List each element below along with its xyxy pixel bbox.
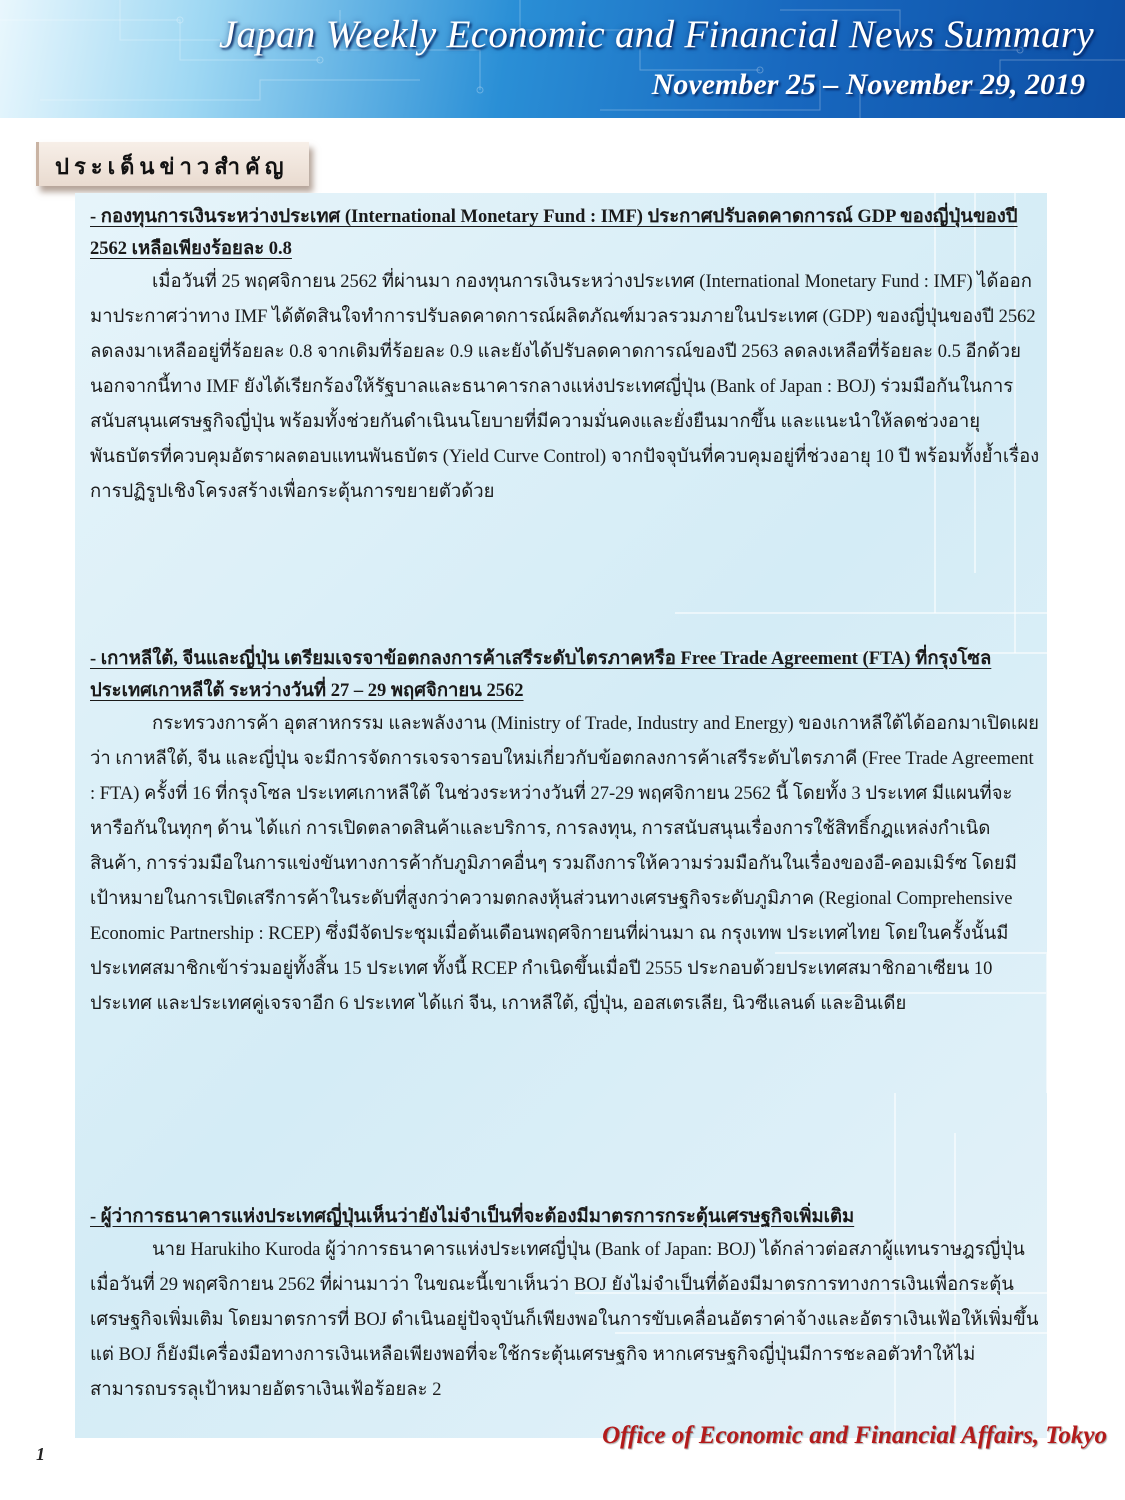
article-body: เมื่อวันที่ 25 พฤศจิกายน 2562 ที่ผ่านมา กองทุนการเงินระหว่างประเทศ (International Monetary Fund : IMF) ได้ออกมาประกาศว่าทาง IMF ได้ตัดสินใจทำการปรับลดคาดการณ์ผลิตภัณฑ์มวลรวมภายในประเทศ (GDP) ของญี่ปุ่นของปี 2562 ลดลงมาเหลืออยู่ที่ร้อยละ 0.8 จากเดิมที่ร้อยละ 0.9 และยังได้ปรับลดคาดการณ์ของปี 2563 ลดลงเหลือที่ร้อยละ 0.5 อีกด้วย นอกจากนี้ทาง IMF ยังได้เรียกร้องให้รัฐบาลและธนาคารกลางแห่งประเทศญี่ปุ่น (Bank of Japan : BOJ) ร่วมมือกันในการสนับสนุนเศรษฐกิจญี่ปุ่น พร้อมทั้งช่วยกันดำเนินนโยบายที่มีความมั่นคงและยั่งยืนมากขึ้น และแนะนำให้ลดช่วงอายุพันธบัตรที่ควบคุมอัตราผลตอบแทนพันธบัตร (Yield Curve Control) จากปัจจุบันที่ควบคุมอยู่ที่ช่วงอายุ 10 ปี พร้อมทั้งย้ำเรื่องการปฏิรูปเชิงโครงสร้างเพื่อกระตุ้นการขยายตัวด้วย bbox=[90, 272, 1040, 502]
report-date-range: November 25 – November 29, 2019 bbox=[651, 68, 1085, 101]
news-content-panel bbox=[75, 193, 1047, 1438]
page-number: 1 bbox=[36, 1444, 45, 1464]
article-headline: - เกาหลีใต้, จีนและญี่ปุ่น เตรียมเจรจาข้อตกลงการค้าเสรีระดับไตรภาคหรือ Free Trade Agreement (FTA) ที่กรุงโซล ประเทศเกาหลีใต้ ระหว่างวันที่ 27 – 29 พฤศจิกายน 2562 bbox=[90, 649, 992, 701]
article-body: กระทรวงการค้า อุตสาหกรรม และพลังงาน (Ministry of Trade, Industry and Energy) ของเกาหลีใต้ได้ออกมาเปิดเผยว่า เกาหลีใต้, จีน และญี่ปุ่น จะมีการจัดการเจรจารอบใหม่เกี่ยวกับข้อตกลงการค้าเสรีระดับไตรภาคี (Free Trade Agreement : FTA) ครั้งที่ 16 ที่กรุงโซล ประเทศเกาหลีใต้ ในช่วงระหว่างวันที่ 27-29 พฤศจิกายน 2562 นี้ โดยทั้ง 3 ประเทศ มีแผนที่จะหารือกันในทุกๆ ด้าน ได้แก่ การเปิดตลาดสินค้าและบริการ, การลงทุน, การสนับสนุนเรื่องการใช้สิทธิ์กฎแหล่งกำเนิดสินค้า, การร่วมมือในการแข่งขันทางการค้ากับภูมิภาคอื่นๆ รวมถึงการให้ความร่วมมือกันในเรื่องของอี-คอมเมิร์ซ โดยมีเป้าหมายในการเปิดเสรีการค้าในระดับที่สูงกว่าความตกลงหุ้นส่วนทางเศรษฐกิจระดับภูมิภาค (Regional Comprehensive Economic Partnership : RCEP) ซึ่งมีจัดประชุมเมื่อต้นเดือนพฤศจิกายนที่ผ่านมา ณ กรุงเทพ ประเทศไทย โดยในครั้งนั้นมีประเทศสมาชิกเข้าร่วมอยู่ทั้งสิ้น 15 ประเทศ ทั้งนี้ RCEP กำเนิดขึ้นเมื่อปี 2555 ประกอบด้วยประเทศสมาชิกอาเซียน 10 ประเทศ และประเทศคู่เจรจาอีก 6 ประเทศ ได้แก่ จีน, เกาหลีใต้, ญี่ปุ่น, ออสเตรเลีย, นิวซีแลนด์ และอินเดีย bbox=[90, 714, 1040, 1014]
article-body: นาย Harukiho Kuroda ผู้ว่าการธนาคารแห่งประเทศญี่ปุ่น (Bank of Japan: BOJ) ได้กล่าวต่อสภาผู้แทนราษฎรญี่ปุ่นเมื่อวันที่ 29 พฤศจิกายน 2562 ที่ผ่านมาว่า ในขณะนี้เขาเห็นว่า BOJ ยังไม่จำเป็นที่ต้องมีมาตรการทางการเงินเพื่อกระตุ้นเศรษฐกิจเพิ่มเติม โดยมาตรการที่ BOJ ดำเนินอยู่ปัจจุบันก็เพียงพอในการขับเคลื่อนอัตราค่าจ้างและอัตราเงินเฟ้อให้เพิ่มขึ้น แต่ BOJ ก็ยังมีเครื่องมือทางการเงินเหลือเพียงพอที่จะใช้กระตุ้นเศรษฐกิจ หากเศรษฐกิจญี่ปุ่นมีการชะลอตัวทำให้ไม่สามารถบรรลุเป้าหมายอัตราเงินเฟ้อร้อยละ 2 bbox=[90, 1240, 1039, 1400]
news-article-imf bbox=[90, 201, 1040, 510]
report-title: Japan Weekly Economic and Financial News Summary bbox=[218, 13, 1094, 56]
header-banner bbox=[0, 0, 1125, 118]
news-article-boj bbox=[90, 1201, 1040, 1408]
section-tag bbox=[36, 142, 309, 186]
article-headline: - ผู้ว่าการธนาคารแห่งประเทศญี่ปุ่นเห็นว่ายังไม่จำเป็นที่จะต้องมีมาตรการกระตุ้นเศรษฐกิจเพิ่มเติม bbox=[90, 1207, 855, 1227]
news-article-fta bbox=[90, 643, 1040, 1022]
article-headline: - กองทุนการเงินระหว่างประเทศ (International Monetary Fund : IMF) ประกาศปรับลดคาดการณ์ GDP ของญี่ปุ่นของปี 2562 เหลือเพียงร้อยละ 0.8 bbox=[90, 207, 1018, 259]
office-footer: Office of Economic and Financial Affairs, Tokyo bbox=[602, 1422, 1107, 1449]
section-tag-label: ประเด็นข่าวสำคัญ bbox=[55, 155, 289, 180]
